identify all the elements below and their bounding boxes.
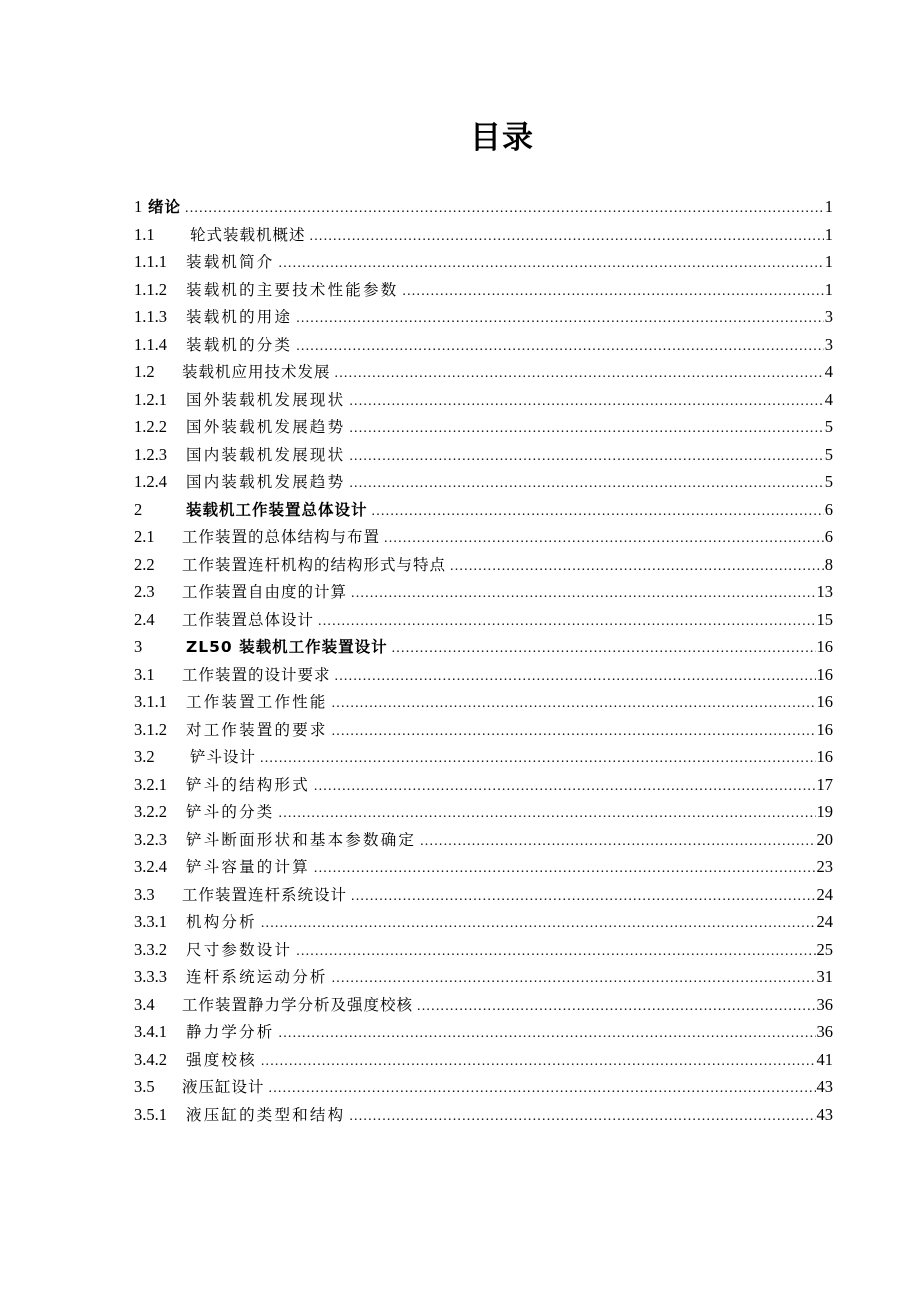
- toc-dot-leader: [260, 745, 815, 771]
- toc-dot-leader: [314, 773, 816, 799]
- toc-entry-number: 2.1: [134, 527, 155, 546]
- toc-entry-page-number: 6: [824, 527, 833, 546]
- toc-entry[interactable]: [134, 496, 833, 524]
- toc-entry-title: 国外装载机发展现状: [186, 390, 346, 409]
- toc-entry[interactable]: [134, 798, 833, 826]
- toc-dot-leader: [279, 1020, 816, 1046]
- toc-dot-leader: [335, 360, 824, 386]
- toc-entry-title: 液压缸设计: [182, 1078, 265, 1096]
- toc-entry-number: 1.1.2: [134, 279, 167, 299]
- toc-entry-title: 铲斗的结构形式: [186, 775, 310, 794]
- toc-entry-title: 国外装载机发展趋势: [186, 418, 346, 436]
- toc-dot-leader: [318, 608, 815, 634]
- toc-entry[interactable]: [134, 413, 833, 441]
- toc-entry-page-number: 24: [816, 884, 833, 904]
- toc-entry-title: 连杆系统运动分析: [186, 968, 328, 986]
- toc-entry[interactable]: [134, 386, 833, 414]
- toc-entry-number: 1: [134, 197, 143, 216]
- toc-entry-title: 对工作装置的要求: [186, 720, 328, 739]
- toc-entry-title: 装载机的主要技术性能参数: [186, 280, 399, 299]
- toc-entry-title: 铲斗容量的计算: [186, 858, 310, 876]
- toc-entry-number: 3.3: [134, 884, 155, 904]
- toc-entry-title: 机构分析: [186, 913, 257, 931]
- toc-entry[interactable]: [134, 248, 833, 276]
- toc-entry[interactable]: [134, 1046, 833, 1074]
- toc-entry-page-number: 23: [816, 857, 833, 876]
- toc-entry[interactable]: [134, 853, 833, 881]
- toc-entry-page-number: 1: [824, 279, 833, 299]
- toc-entry[interactable]: [134, 276, 833, 304]
- toc-entry-page-number: 4: [824, 389, 833, 409]
- toc-entry-title: 工作装置工作性能: [186, 693, 328, 711]
- toc-entry-number: 1.1.1: [134, 252, 167, 271]
- toc-entry-title: 装载机简介: [186, 253, 275, 271]
- toc-list: [134, 193, 833, 1128]
- toc-entry-number: 2.2: [134, 554, 155, 574]
- toc-entry-number: 3.5: [134, 1077, 155, 1096]
- toc-dot-leader: [402, 278, 823, 304]
- toc-entry-number: 3.4: [134, 994, 155, 1014]
- toc-entry-title: 铲斗断面形状和基本参数确定: [186, 830, 417, 849]
- toc-entry-number: 3.3.3: [134, 967, 167, 986]
- toc-entry-number: 1.1.3: [134, 307, 167, 326]
- toc-entry-number: 1.1: [134, 224, 155, 244]
- toc-entry-number: 3.2.1: [134, 774, 167, 794]
- toc-entry-number: 3.1.1: [134, 692, 167, 711]
- toc-dot-leader: [296, 305, 824, 331]
- toc-dot-leader: [332, 690, 816, 716]
- toc-entry-title: 轮式装载机概述: [190, 225, 306, 244]
- toc-entry-page-number: 36: [816, 994, 833, 1014]
- toc-entry-number: 3.2.4: [134, 857, 167, 876]
- toc-entry-page-number: 19: [816, 802, 833, 821]
- toc-entry-title: 工作装置连杆机构的结构形式与特点: [182, 555, 447, 574]
- toc-dot-leader: [332, 718, 816, 744]
- toc-dot-leader: [185, 195, 824, 221]
- toc-entry-page-number: 16: [816, 637, 833, 656]
- toc-entry-page-number: 5: [824, 417, 833, 436]
- toc-entry-title: 静力学分析: [186, 1023, 275, 1041]
- toc-dot-leader: [279, 250, 824, 276]
- toc-entry[interactable]: [134, 193, 833, 221]
- toc-entry-number: 2: [134, 499, 143, 519]
- toc-entry[interactable]: [134, 578, 833, 606]
- toc-entry[interactable]: [134, 963, 833, 991]
- toc-entry[interactable]: [134, 826, 833, 854]
- toc-entry-page-number: 5: [824, 444, 833, 464]
- toc-entry-title: 工作装置的总体结构与布置: [182, 528, 381, 546]
- toc-entry-title: 工作装置自由度的计算: [182, 583, 348, 601]
- toc-entry-title: 装载机工作装置总体设计: [186, 500, 368, 519]
- toc-entry-page-number: 3: [824, 334, 833, 354]
- toc-entry[interactable]: [134, 1101, 833, 1129]
- toc-dot-leader: [349, 470, 823, 496]
- toc-entry-title: 工作装置连杆系统设计: [182, 885, 348, 904]
- toc-entry-page-number: 31: [816, 967, 833, 986]
- toc-entry-number: 1.2: [134, 362, 155, 381]
- toc-entry[interactable]: [134, 743, 833, 771]
- toc-entry-page-number: 17: [816, 774, 833, 794]
- toc-entry[interactable]: [134, 221, 833, 249]
- toc-entry-title: 强度校核: [186, 1050, 257, 1069]
- toc-entry-page-number: 41: [816, 1049, 833, 1069]
- toc-entry-title: 尺寸参数设计: [186, 940, 293, 959]
- toc-entry-number: 1.2.3: [134, 444, 167, 464]
- toc-entry-page-number: 16: [816, 747, 833, 766]
- toc-entry[interactable]: [134, 1018, 833, 1046]
- toc-dot-leader: [349, 415, 823, 441]
- toc-entry-number: 3.4.2: [134, 1049, 167, 1069]
- toc-entry-page-number: 3: [824, 307, 833, 326]
- toc-entry[interactable]: [134, 661, 833, 689]
- toc-entry-title: ZL50 装载机工作装置设计: [186, 638, 388, 656]
- toc-entry-number: 3: [134, 637, 143, 656]
- toc-entry[interactable]: [134, 358, 833, 386]
- toc-entry-number: 1.2.1: [134, 389, 167, 409]
- toc-dot-leader: [296, 333, 824, 359]
- toc-entry-title: 液压缸的类型和结构: [186, 1105, 346, 1124]
- toc-entry[interactable]: [134, 716, 833, 744]
- toc-entry-page-number: 15: [816, 609, 833, 629]
- toc-entry-page-number: 25: [816, 939, 833, 959]
- toc-entry-title: 装载机的用途: [186, 308, 293, 326]
- toc-entry-number: 3.5.1: [134, 1104, 167, 1124]
- toc-entry-title: 国内装载机发展趋势: [186, 473, 346, 491]
- toc-entry-page-number: 24: [816, 912, 833, 931]
- toc-dot-leader: [261, 1048, 816, 1074]
- toc-entry-page-number: 43: [816, 1104, 833, 1124]
- toc-title: 目录: [470, 120, 534, 156]
- toc-entry[interactable]: [134, 468, 833, 496]
- toc-entry-number: 1.2.2: [134, 417, 167, 436]
- toc-entry-number: 1.1.4: [134, 334, 167, 354]
- toc-entry-number: 3.3.1: [134, 912, 167, 931]
- toc-dot-leader: [349, 443, 823, 469]
- toc-dot-leader: [261, 910, 816, 936]
- toc-dot-leader: [384, 525, 824, 551]
- toc-entry[interactable]: [134, 688, 833, 716]
- toc-entry[interactable]: [134, 331, 833, 359]
- toc-entry-page-number: 16: [816, 664, 833, 684]
- toc-dot-leader: [279, 800, 816, 826]
- toc-entry-title: 装载机应用技术发展: [182, 363, 331, 381]
- toc-entry-title: 工作装置的设计要求: [182, 665, 331, 684]
- toc-entry-number: 3.1: [134, 664, 155, 684]
- toc-dot-leader: [351, 580, 815, 606]
- toc-dot-leader: [314, 855, 816, 881]
- toc-entry-page-number: 36: [816, 1022, 833, 1041]
- toc-entry-page-number: 43: [816, 1077, 833, 1096]
- toc-entry[interactable]: [134, 303, 833, 331]
- toc-entry[interactable]: [134, 771, 833, 799]
- toc-entry-title: 装载机的分类: [186, 335, 293, 354]
- toc-entry-page-number: 1: [824, 224, 833, 244]
- toc-dot-leader: [417, 993, 815, 1019]
- toc-entry-title: 工作装置总体设计: [182, 610, 315, 629]
- toc-dot-leader: [335, 663, 816, 689]
- toc-entry-number: 2.4: [134, 609, 155, 629]
- toc-dot-leader: [351, 883, 815, 909]
- toc-dot-leader: [332, 965, 816, 991]
- toc-entry[interactable]: [134, 633, 833, 661]
- toc-dot-leader: [349, 388, 823, 414]
- toc-entry-page-number: 1: [824, 197, 833, 216]
- toc-entry-title: 铲斗设计: [190, 748, 257, 766]
- toc-entry-page-number: 16: [816, 692, 833, 711]
- toc-dot-leader: [450, 553, 824, 579]
- toc-entry-title: 铲斗的分类: [186, 803, 275, 821]
- toc-entry-page-number: 16: [816, 719, 833, 739]
- toc-entry-title: 国内装载机发展现状: [186, 445, 346, 464]
- toc-entry-title: 绪论: [148, 198, 182, 216]
- toc-entry[interactable]: [134, 1073, 833, 1101]
- toc-entry-page-number: 13: [816, 582, 833, 601]
- toc-entry-page-number: 8: [824, 554, 833, 574]
- toc-entry-title: 工作装置静力学分析及强度校核: [182, 995, 414, 1014]
- toc-entry-page-number: 20: [816, 829, 833, 849]
- toc-entry-number: 2.3: [134, 582, 155, 601]
- toc-dot-leader: [349, 1103, 815, 1129]
- toc-entry-number: 3.1.2: [134, 719, 167, 739]
- toc-entry[interactable]: [134, 936, 833, 964]
- toc-entry[interactable]: [134, 606, 833, 634]
- toc-entry[interactable]: [134, 991, 833, 1019]
- toc-entry-number: 3.2: [134, 747, 155, 766]
- toc-dot-leader: [296, 938, 815, 964]
- toc-entry-number: 1.2.4: [134, 472, 167, 491]
- toc-entry-number: 3.2.3: [134, 829, 167, 849]
- toc-entry-number: 3.2.2: [134, 802, 167, 821]
- toc-entry-number: 3.4.1: [134, 1022, 167, 1041]
- toc-dot-leader: [420, 828, 815, 854]
- toc-entry[interactable]: [134, 441, 833, 469]
- toc-entry-page-number: 5: [824, 472, 833, 491]
- toc-entry[interactable]: [134, 523, 833, 551]
- toc-dot-leader: [372, 498, 824, 524]
- toc-entry-page-number: 4: [824, 362, 833, 381]
- toc-entry[interactable]: [134, 881, 833, 909]
- toc-entry[interactable]: [134, 908, 833, 936]
- toc-entry-page-number: 1: [824, 252, 833, 271]
- toc-dot-leader: [310, 223, 824, 249]
- toc-dot-leader: [269, 1075, 816, 1101]
- toc-entry-page-number: 6: [824, 499, 833, 519]
- toc-entry[interactable]: [134, 551, 833, 579]
- toc-dot-leader: [392, 635, 816, 661]
- toc-entry-number: 3.3.2: [134, 939, 167, 959]
